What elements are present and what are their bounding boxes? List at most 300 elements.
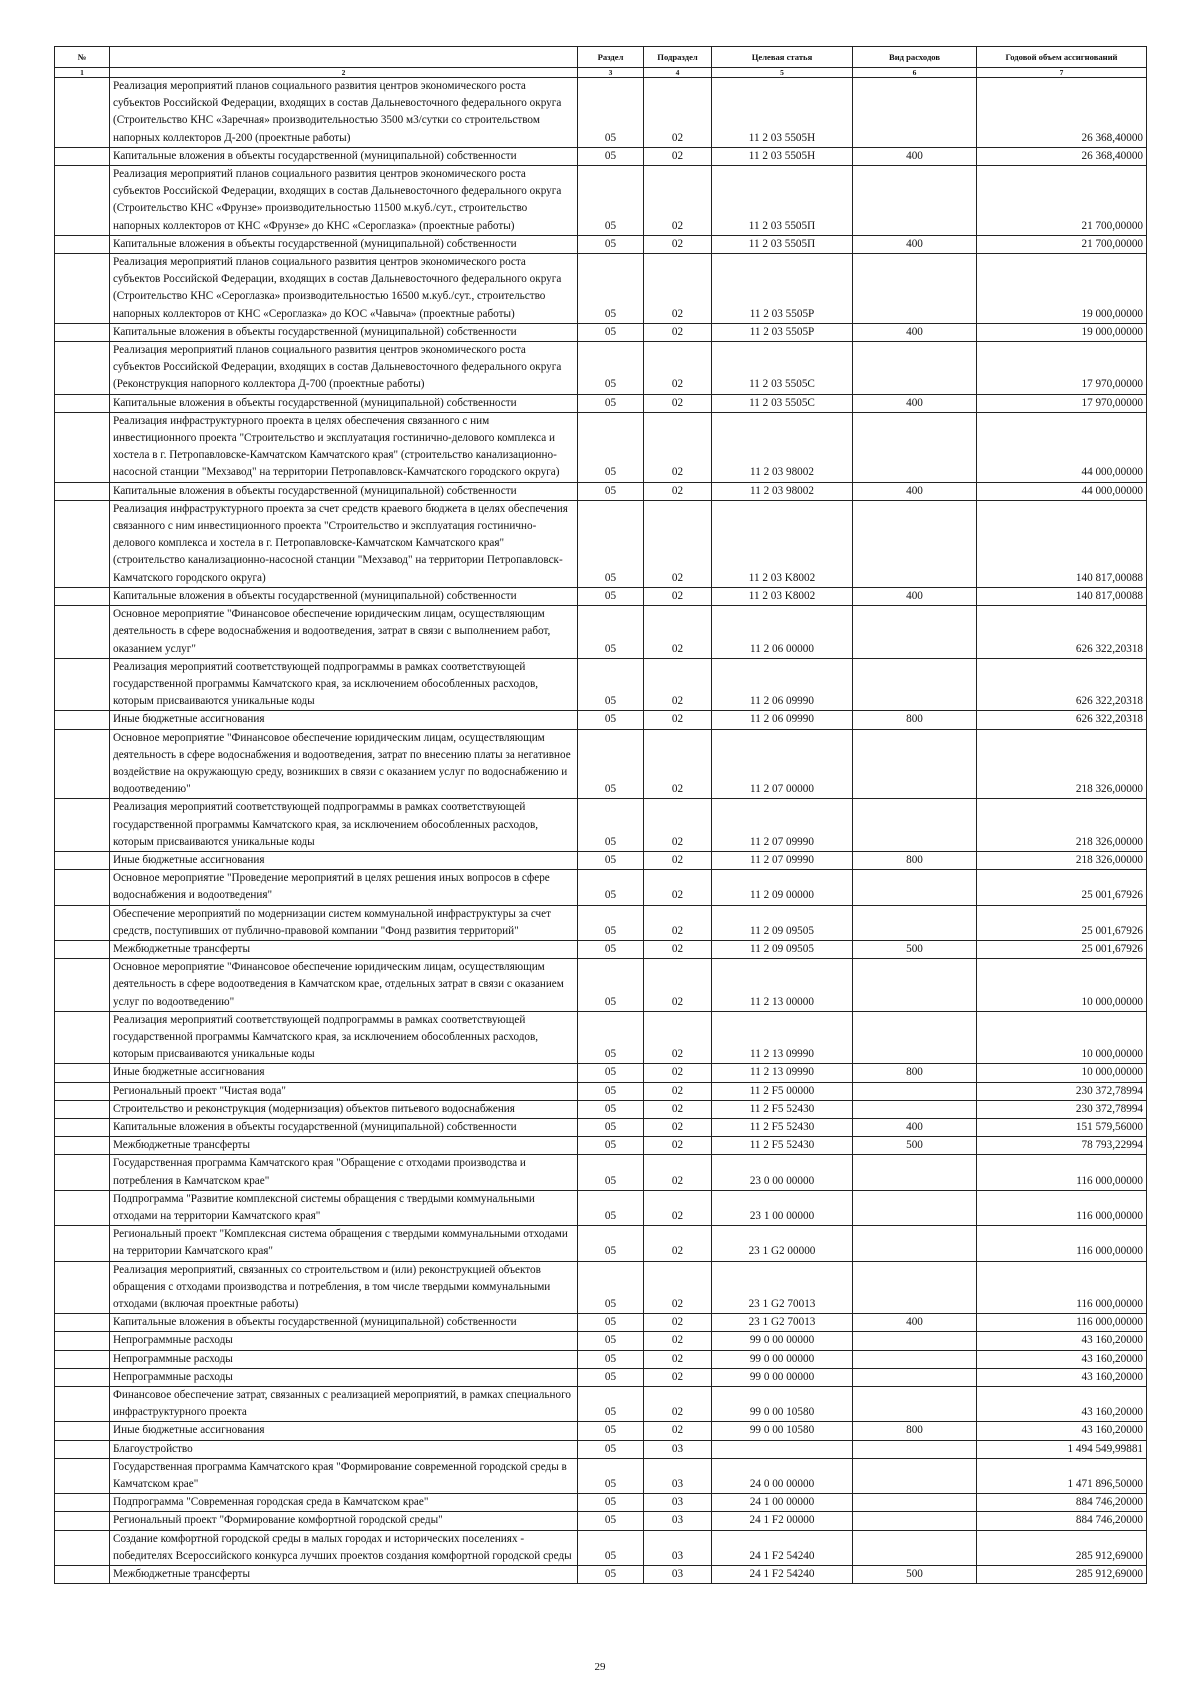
row-name: Реализация мероприятий соответствующей подпрограммы в рамках соответствующей государственной программы Камчатского края, за исключением обособленных расходов, которым присваиваются уникальные коды bbox=[110, 1011, 578, 1064]
row-target-article: 11 2 09 09505 bbox=[712, 905, 853, 940]
row-amount: 43 160,20000 bbox=[977, 1350, 1147, 1368]
row-name: Основное мероприятие "Финансовое обеспечение юридическим лицам, осуществляющим деятельность в сфере водоснабжения и водоотведения, затрат по внесению платы за негативное воздействие на окружающую среду, возникших в связи с оказанием услуг по водоснабжению и водоотведению" bbox=[110, 729, 578, 799]
row-amount: 43 160,20000 bbox=[977, 1368, 1147, 1386]
row-podrazdel: 02 bbox=[644, 1100, 712, 1118]
row-razdel: 05 bbox=[578, 482, 644, 500]
row-number bbox=[55, 1226, 110, 1261]
row-razdel: 05 bbox=[578, 870, 644, 905]
row-razdel: 05 bbox=[578, 711, 644, 729]
row-podrazdel: 03 bbox=[644, 1566, 712, 1584]
row-number bbox=[55, 235, 110, 253]
row-amount: 25 001,67926 bbox=[977, 940, 1147, 958]
row-razdel: 05 bbox=[578, 1155, 644, 1190]
page-number: 29 bbox=[594, 1661, 606, 1673]
row-name: Капитальные вложения в объекты государственной (муниципальной) собственности bbox=[110, 394, 578, 412]
row-number bbox=[55, 729, 110, 799]
row-podrazdel: 02 bbox=[644, 1261, 712, 1314]
row-podrazdel: 02 bbox=[644, 147, 712, 165]
row-podrazdel: 02 bbox=[644, 1350, 712, 1368]
row-razdel: 05 bbox=[578, 1332, 644, 1350]
row-target-article: 23 1 G2 00000 bbox=[712, 1226, 853, 1261]
row-number bbox=[55, 1350, 110, 1368]
row-number bbox=[55, 799, 110, 852]
row-amount: 21 700,00000 bbox=[977, 166, 1147, 236]
row-razdel: 05 bbox=[578, 1226, 644, 1261]
row-podrazdel: 02 bbox=[644, 729, 712, 799]
table-row bbox=[55, 1566, 1147, 1584]
row-amount: 25 001,67926 bbox=[977, 870, 1147, 905]
row-expense-type bbox=[853, 1350, 977, 1368]
row-number bbox=[55, 940, 110, 958]
row-podrazdel: 02 bbox=[644, 482, 712, 500]
row-razdel: 05 bbox=[578, 166, 644, 236]
row-amount: 44 000,00000 bbox=[977, 482, 1147, 500]
row-razdel: 05 bbox=[578, 1118, 644, 1136]
row-amount: 151 579,56000 bbox=[977, 1118, 1147, 1136]
row-amount: 25 001,67926 bbox=[977, 905, 1147, 940]
row-amount: 230 372,78994 bbox=[977, 1082, 1147, 1100]
row-amount: 218 326,00000 bbox=[977, 799, 1147, 852]
row-razdel: 05 bbox=[578, 500, 644, 587]
row-expense-type bbox=[853, 606, 977, 659]
row-number bbox=[55, 147, 110, 165]
row-podrazdel: 02 bbox=[644, 254, 712, 324]
row-number bbox=[55, 1155, 110, 1190]
row-name: Строительство и реконструкция (модернизация) объектов питьевого водоснабжения bbox=[110, 1100, 578, 1118]
row-expense-type: 800 bbox=[853, 1064, 977, 1082]
row-expense-type bbox=[853, 1368, 977, 1386]
table-row bbox=[55, 166, 1147, 236]
header-razdel: Раздел bbox=[578, 47, 644, 68]
row-number bbox=[55, 323, 110, 341]
row-razdel: 05 bbox=[578, 1422, 644, 1440]
row-podrazdel: 02 bbox=[644, 606, 712, 659]
header-number-cell: 3 bbox=[578, 68, 644, 78]
row-expense-type bbox=[853, 1155, 977, 1190]
row-razdel: 05 bbox=[578, 1082, 644, 1100]
row-target-article: 99 0 00 00000 bbox=[712, 1350, 853, 1368]
row-target-article: 11 2 06 00000 bbox=[712, 606, 853, 659]
table-row bbox=[55, 1155, 1147, 1190]
row-name: Подпрограмма "Современная городская среда в Камчатском крае" bbox=[110, 1494, 578, 1512]
row-name: Региональный проект "Комплексная система обращения с твердыми коммунальными отходами на территории Камчатского края" bbox=[110, 1226, 578, 1261]
row-target-article: 11 2 07 00000 bbox=[712, 729, 853, 799]
row-razdel: 05 bbox=[578, 235, 644, 253]
row-podrazdel: 02 bbox=[644, 870, 712, 905]
row-name: Иные бюджетные ассигнования bbox=[110, 1422, 578, 1440]
row-amount: 626 322,20318 bbox=[977, 606, 1147, 659]
row-podrazdel: 03 bbox=[644, 1458, 712, 1493]
row-podrazdel: 03 bbox=[644, 1512, 712, 1530]
row-number bbox=[55, 1314, 110, 1332]
row-razdel: 05 bbox=[578, 799, 644, 852]
table-row bbox=[55, 1458, 1147, 1493]
header-number-cell: 1 bbox=[55, 68, 110, 78]
row-podrazdel: 02 bbox=[644, 1155, 712, 1190]
row-expense-type bbox=[853, 78, 977, 148]
row-target-article: 11 2 06 09990 bbox=[712, 658, 853, 711]
table-row bbox=[55, 1530, 1147, 1565]
row-expense-type bbox=[853, 500, 977, 587]
row-number bbox=[55, 166, 110, 236]
row-name: Межбюджетные трансферты bbox=[110, 1137, 578, 1155]
row-podrazdel: 02 bbox=[644, 658, 712, 711]
row-amount: 230 372,78994 bbox=[977, 1100, 1147, 1118]
row-amount: 1 494 549,99881 bbox=[977, 1440, 1147, 1458]
row-podrazdel: 03 bbox=[644, 1530, 712, 1565]
table-body bbox=[55, 78, 1147, 1584]
header-number-cell: 6 bbox=[853, 68, 977, 78]
row-podrazdel: 02 bbox=[644, 799, 712, 852]
row-number bbox=[55, 1494, 110, 1512]
row-podrazdel: 02 bbox=[644, 166, 712, 236]
table-row bbox=[55, 1350, 1147, 1368]
row-amount: 1 471 896,50000 bbox=[977, 1458, 1147, 1493]
row-target-article bbox=[712, 1440, 853, 1458]
table-row bbox=[55, 905, 1147, 940]
row-podrazdel: 03 bbox=[644, 1440, 712, 1458]
row-podrazdel: 02 bbox=[644, 959, 712, 1012]
table-row bbox=[55, 959, 1147, 1012]
table-row bbox=[55, 711, 1147, 729]
row-target-article: 11 2 09 09505 bbox=[712, 940, 853, 958]
row-razdel: 05 bbox=[578, 905, 644, 940]
table-row bbox=[55, 342, 1147, 395]
row-razdel: 05 bbox=[578, 412, 644, 482]
row-target-article: 24 0 00 00000 bbox=[712, 1458, 853, 1493]
row-target-article: 23 1 00 00000 bbox=[712, 1190, 853, 1225]
row-podrazdel: 02 bbox=[644, 1011, 712, 1064]
header-podrazdel: Подраздел bbox=[644, 47, 712, 68]
row-name: Реализация мероприятий планов социального развития центров экономического роста субъектов Российской Федерации, входящих в состав Дальневосточного федерального округа (Реконструкция напорного коллектора Д-700 (проектные работы) bbox=[110, 342, 578, 395]
row-expense-type bbox=[853, 1387, 977, 1422]
row-expense-type: 400 bbox=[853, 1118, 977, 1136]
row-razdel: 05 bbox=[578, 1530, 644, 1565]
table-row bbox=[55, 1422, 1147, 1440]
header-number-cell: 7 bbox=[977, 68, 1147, 78]
row-name: Реализация мероприятий соответствующей подпрограммы в рамках соответствующей государственной программы Камчатского края, за исключением обособленных расходов, которым присваиваются уникальные коды bbox=[110, 658, 578, 711]
row-target-article: 99 0 00 00000 bbox=[712, 1332, 853, 1350]
table-row bbox=[55, 1387, 1147, 1422]
row-expense-type bbox=[853, 905, 977, 940]
row-name: Основное мероприятие "Финансовое обеспечение юридическим лицам, осуществляющим деятельность в сфере водоснабжения и водоотведения, затрат в связи с выполнением работ, оказанием услуг" bbox=[110, 606, 578, 659]
row-name: Капитальные вложения в объекты государственной (муниципальной) собственности bbox=[110, 147, 578, 165]
header-expense-type: Вид расходов bbox=[853, 47, 977, 68]
table-row bbox=[55, 587, 1147, 605]
row-expense-type bbox=[853, 799, 977, 852]
row-razdel: 05 bbox=[578, 1512, 644, 1530]
row-expense-type bbox=[853, 1494, 977, 1512]
row-number bbox=[55, 1422, 110, 1440]
row-number bbox=[55, 412, 110, 482]
row-podrazdel: 02 bbox=[644, 1422, 712, 1440]
row-name: Капитальные вложения в объекты государственной (муниципальной) собственности bbox=[110, 1118, 578, 1136]
row-number bbox=[55, 1011, 110, 1064]
row-number bbox=[55, 1190, 110, 1225]
table-row bbox=[55, 606, 1147, 659]
row-name: Реализация инфраструктурного проекта за счет средств краевого бюджета в целях обеспечения связанного с ним инвестиционного проекта "Строительство и эксплуатация гостинично-делового комплекса и хостела в г. Петропавловске-Камчатском Камчатского края" (строительство канализационно-насосной станции "Мехзавод" на территории Петропавловск-Камчатского городского округа) bbox=[110, 500, 578, 587]
row-target-article: 11 2 09 00000 bbox=[712, 870, 853, 905]
row-number bbox=[55, 1100, 110, 1118]
row-expense-type bbox=[853, 658, 977, 711]
row-name: Межбюджетные трансферты bbox=[110, 940, 578, 958]
row-expense-type: 500 bbox=[853, 1566, 977, 1584]
row-amount: 218 326,00000 bbox=[977, 729, 1147, 799]
row-target-article: 24 1 00 00000 bbox=[712, 1494, 853, 1512]
row-expense-type bbox=[853, 1190, 977, 1225]
row-expense-type: 400 bbox=[853, 323, 977, 341]
row-target-article: 24 1 F2 54240 bbox=[712, 1566, 853, 1584]
row-razdel: 05 bbox=[578, 1368, 644, 1386]
header-number-cell: 2 bbox=[110, 68, 578, 78]
row-expense-type bbox=[853, 1458, 977, 1493]
row-expense-type: 400 bbox=[853, 394, 977, 412]
row-amount: 26 368,40000 bbox=[977, 147, 1147, 165]
row-number bbox=[55, 78, 110, 148]
row-podrazdel: 02 bbox=[644, 235, 712, 253]
row-podrazdel: 02 bbox=[644, 1118, 712, 1136]
table-row bbox=[55, 1118, 1147, 1136]
row-podrazdel: 02 bbox=[644, 1387, 712, 1422]
row-amount: 10 000,00000 bbox=[977, 959, 1147, 1012]
row-amount: 116 000,00000 bbox=[977, 1261, 1147, 1314]
row-expense-type: 800 bbox=[853, 711, 977, 729]
row-name: Реализация мероприятий планов социального развития центров экономического роста субъектов Российской Федерации, входящих в состав Дальневосточного федерального округа (Строительство КНС «Сероглазка» производительностью 16500 м.куб./сут., строительство напорных коллекторов от КНС «Сероглазка» до КОС «Чавыча» (проектные работы) bbox=[110, 254, 578, 324]
row-name: Реализация мероприятий соответствующей подпрограммы в рамках соответствующей государственной программы Камчатского края, за исключением обособленных расходов, которым присваиваются уникальные коды bbox=[110, 799, 578, 852]
row-amount: 884 746,20000 bbox=[977, 1512, 1147, 1530]
table-row bbox=[55, 1082, 1147, 1100]
row-podrazdel: 02 bbox=[644, 394, 712, 412]
row-target-article: 11 2 03 5505П bbox=[712, 166, 853, 236]
table-row bbox=[55, 1368, 1147, 1386]
row-target-article: 23 1 G2 70013 bbox=[712, 1314, 853, 1332]
row-razdel: 05 bbox=[578, 1350, 644, 1368]
row-name: Иные бюджетные ассигнования bbox=[110, 711, 578, 729]
row-number bbox=[55, 1332, 110, 1350]
row-expense-type bbox=[853, 1512, 977, 1530]
row-expense-type bbox=[853, 1100, 977, 1118]
row-name: Иные бюджетные ассигнования bbox=[110, 1064, 578, 1082]
row-name: Капитальные вложения в объекты государственной (муниципальной) собственности bbox=[110, 323, 578, 341]
row-expense-type: 400 bbox=[853, 482, 977, 500]
row-number bbox=[55, 254, 110, 324]
row-amount: 116 000,00000 bbox=[977, 1314, 1147, 1332]
row-name: Непрограммные расходы bbox=[110, 1350, 578, 1368]
row-number bbox=[55, 1137, 110, 1155]
row-expense-type bbox=[853, 1261, 977, 1314]
table-row bbox=[55, 1332, 1147, 1350]
row-expense-type bbox=[853, 1226, 977, 1261]
row-target-article: 11 2 F5 52430 bbox=[712, 1137, 853, 1155]
row-amount: 26 368,40000 bbox=[977, 78, 1147, 148]
row-razdel: 05 bbox=[578, 1458, 644, 1493]
table-row bbox=[55, 1011, 1147, 1064]
table-row bbox=[55, 1261, 1147, 1314]
row-number bbox=[55, 587, 110, 605]
row-podrazdel: 02 bbox=[644, 1137, 712, 1155]
row-razdel: 05 bbox=[578, 78, 644, 148]
row-razdel: 05 bbox=[578, 851, 644, 869]
table-row bbox=[55, 412, 1147, 482]
row-amount: 19 000,00000 bbox=[977, 254, 1147, 324]
row-razdel: 05 bbox=[578, 729, 644, 799]
row-razdel: 05 bbox=[578, 1064, 644, 1082]
row-target-article: 11 2 03 K8002 bbox=[712, 500, 853, 587]
row-razdel: 05 bbox=[578, 940, 644, 958]
table-row bbox=[55, 147, 1147, 165]
row-target-article: 11 2 03 98002 bbox=[712, 412, 853, 482]
row-expense-type: 400 bbox=[853, 147, 977, 165]
row-podrazdel: 02 bbox=[644, 1332, 712, 1350]
table-row bbox=[55, 235, 1147, 253]
row-razdel: 05 bbox=[578, 1011, 644, 1064]
row-amount: 116 000,00000 bbox=[977, 1155, 1147, 1190]
row-target-article: 11 2 07 09990 bbox=[712, 799, 853, 852]
table-row bbox=[55, 1512, 1147, 1530]
row-number bbox=[55, 1082, 110, 1100]
row-amount: 285 912,69000 bbox=[977, 1566, 1147, 1584]
row-name: Государственная программа Камчатского края "Формирование современной городской среды в Камчатском крае" bbox=[110, 1458, 578, 1493]
row-amount: 140 817,00088 bbox=[977, 500, 1147, 587]
row-amount: 626 322,20318 bbox=[977, 658, 1147, 711]
table-row bbox=[55, 658, 1147, 711]
row-amount: 10 000,00000 bbox=[977, 1064, 1147, 1082]
row-name: Основное мероприятие "Проведение мероприятий в целях решения иных вопросов в сфере водоснабжения и водоотведения" bbox=[110, 870, 578, 905]
header-number-cell: 4 bbox=[644, 68, 712, 78]
row-name: Финансовое обеспечение затрат, связанных с реализацией мероприятий, в рамках специального инфраструктурного проекта bbox=[110, 1387, 578, 1422]
table-row bbox=[55, 870, 1147, 905]
row-name: Подпрограмма "Развитие комплексной системы обращения с твердыми коммунальными отходами на территории Камчатского края" bbox=[110, 1190, 578, 1225]
row-target-article: 99 0 00 10580 bbox=[712, 1387, 853, 1422]
row-target-article: 11 2 06 09990 bbox=[712, 711, 853, 729]
row-name: Межбюджетные трансферты bbox=[110, 1566, 578, 1584]
row-target-article: 11 2 03 5505С bbox=[712, 394, 853, 412]
row-target-article: 11 2 13 09990 bbox=[712, 1011, 853, 1064]
row-amount: 43 160,20000 bbox=[977, 1332, 1147, 1350]
row-number bbox=[55, 482, 110, 500]
row-name: Реализация инфраструктурного проекта в целях обеспечения связанного с ним инвестиционного проекта "Строительство и эксплуатация гостинично-делового комплекса и хостела в г. Петропавловске-Камчатском Камчатского края" (строительство канализационно-насосной станции "Мехзавод" на территории Петропавловск-Камчатского городского округа) bbox=[110, 412, 578, 482]
table-row bbox=[55, 851, 1147, 869]
row-amount: 285 912,69000 bbox=[977, 1530, 1147, 1565]
row-number bbox=[55, 342, 110, 395]
table-row bbox=[55, 1440, 1147, 1458]
row-podrazdel: 02 bbox=[644, 711, 712, 729]
row-razdel: 05 bbox=[578, 587, 644, 605]
row-amount: 17 970,00000 bbox=[977, 342, 1147, 395]
table-row bbox=[55, 1190, 1147, 1225]
header-annual-amount: Годовой объем ассигнований bbox=[977, 47, 1147, 68]
row-razdel: 05 bbox=[578, 606, 644, 659]
row-number bbox=[55, 606, 110, 659]
row-expense-type bbox=[853, 729, 977, 799]
row-target-article: 11 2 03 5505П bbox=[712, 235, 853, 253]
row-expense-type: 400 bbox=[853, 1314, 977, 1332]
row-amount: 884 746,20000 bbox=[977, 1494, 1147, 1512]
table-row bbox=[55, 1494, 1147, 1512]
row-amount: 21 700,00000 bbox=[977, 235, 1147, 253]
row-name: Реализация мероприятий планов социального развития центров экономического роста субъектов Российской Федерации, входящих в состав Дальневосточного федерального округа (Строительство КНС «Фрунзе» производительностью 11500 м.куб./сут., строительство напорных коллекторов от КНС «Фрунзе» до КНС «Сероглазка» (проектные работы) bbox=[110, 166, 578, 236]
row-amount: 10 000,00000 bbox=[977, 1011, 1147, 1064]
row-number bbox=[55, 1512, 110, 1530]
row-expense-type: 400 bbox=[853, 235, 977, 253]
row-target-article: 11 2 F5 52430 bbox=[712, 1118, 853, 1136]
row-podrazdel: 02 bbox=[644, 1368, 712, 1386]
table-row bbox=[55, 78, 1147, 148]
row-amount: 17 970,00000 bbox=[977, 394, 1147, 412]
row-target-article: 11 2 03 5505С bbox=[712, 342, 853, 395]
row-target-article: 24 1 F2 00000 bbox=[712, 1512, 853, 1530]
row-amount: 140 817,00088 bbox=[977, 587, 1147, 605]
row-razdel: 05 bbox=[578, 1566, 644, 1584]
row-razdel: 05 bbox=[578, 959, 644, 1012]
row-number bbox=[55, 1387, 110, 1422]
row-number bbox=[55, 1458, 110, 1493]
row-name: Иные бюджетные ассигнования bbox=[110, 851, 578, 869]
row-amount: 116 000,00000 bbox=[977, 1190, 1147, 1225]
row-number bbox=[55, 905, 110, 940]
row-expense-type: 500 bbox=[853, 1137, 977, 1155]
row-name: Реализация мероприятий, связанных со строительством и (или) реконструкцией объектов обращения с отходами производства и потребления, в том числе твердыми коммунальными отходами (включая проектные работы) bbox=[110, 1261, 578, 1314]
row-target-article: 11 2 03 5505Н bbox=[712, 78, 853, 148]
row-podrazdel: 02 bbox=[644, 587, 712, 605]
row-expense-type bbox=[853, 412, 977, 482]
table-row bbox=[55, 1314, 1147, 1332]
row-podrazdel: 02 bbox=[644, 905, 712, 940]
row-podrazdel: 02 bbox=[644, 1064, 712, 1082]
row-number bbox=[55, 1064, 110, 1082]
row-expense-type bbox=[853, 959, 977, 1012]
row-razdel: 05 bbox=[578, 394, 644, 412]
header-number-cell: 5 bbox=[712, 68, 853, 78]
row-expense-type bbox=[853, 1440, 977, 1458]
row-target-article: 11 2 03 K8002 bbox=[712, 587, 853, 605]
header-name bbox=[110, 47, 578, 68]
row-podrazdel: 02 bbox=[644, 851, 712, 869]
row-amount: 218 326,00000 bbox=[977, 851, 1147, 869]
table-row bbox=[55, 482, 1147, 500]
row-number bbox=[55, 1118, 110, 1136]
row-expense-type: 400 bbox=[853, 587, 977, 605]
row-podrazdel: 02 bbox=[644, 500, 712, 587]
row-name: Капитальные вложения в объекты государственной (муниципальной) собственности bbox=[110, 235, 578, 253]
row-razdel: 05 bbox=[578, 147, 644, 165]
table-row bbox=[55, 729, 1147, 799]
row-razdel: 05 bbox=[578, 323, 644, 341]
row-number bbox=[55, 959, 110, 1012]
row-name: Капитальные вложения в объекты государственной (муниципальной) собственности bbox=[110, 587, 578, 605]
table-row bbox=[55, 1100, 1147, 1118]
row-expense-type bbox=[853, 870, 977, 905]
row-name: Капитальные вложения в объекты государственной (муниципальной) собственности bbox=[110, 1314, 578, 1332]
row-name: Капитальные вложения в объекты государственной (муниципальной) собственности bbox=[110, 482, 578, 500]
row-number bbox=[55, 1440, 110, 1458]
row-podrazdel: 02 bbox=[644, 1314, 712, 1332]
row-razdel: 05 bbox=[578, 254, 644, 324]
row-number bbox=[55, 711, 110, 729]
row-name: Государственная программа Камчатского края "Обращение с отходами производства и потребления в Камчатском крае" bbox=[110, 1155, 578, 1190]
header-target-article: Целевая статья bbox=[712, 47, 853, 68]
row-target-article: 99 0 00 00000 bbox=[712, 1368, 853, 1386]
row-name: Благоустройство bbox=[110, 1440, 578, 1458]
row-name: Основное мероприятие "Финансовое обеспечение юридическим лицам, осуществляющим деятельность в сфере водоотведения в Камчатском крае, отдельных затрат в связи с оказанием услуг по водоотведению" bbox=[110, 959, 578, 1012]
row-number bbox=[55, 1566, 110, 1584]
row-target-article: 11 2 03 5505Р bbox=[712, 254, 853, 324]
row-razdel: 05 bbox=[578, 342, 644, 395]
table-row bbox=[55, 323, 1147, 341]
row-expense-type bbox=[853, 1530, 977, 1565]
row-number bbox=[55, 1530, 110, 1565]
row-name: Непрограммные расходы bbox=[110, 1368, 578, 1386]
